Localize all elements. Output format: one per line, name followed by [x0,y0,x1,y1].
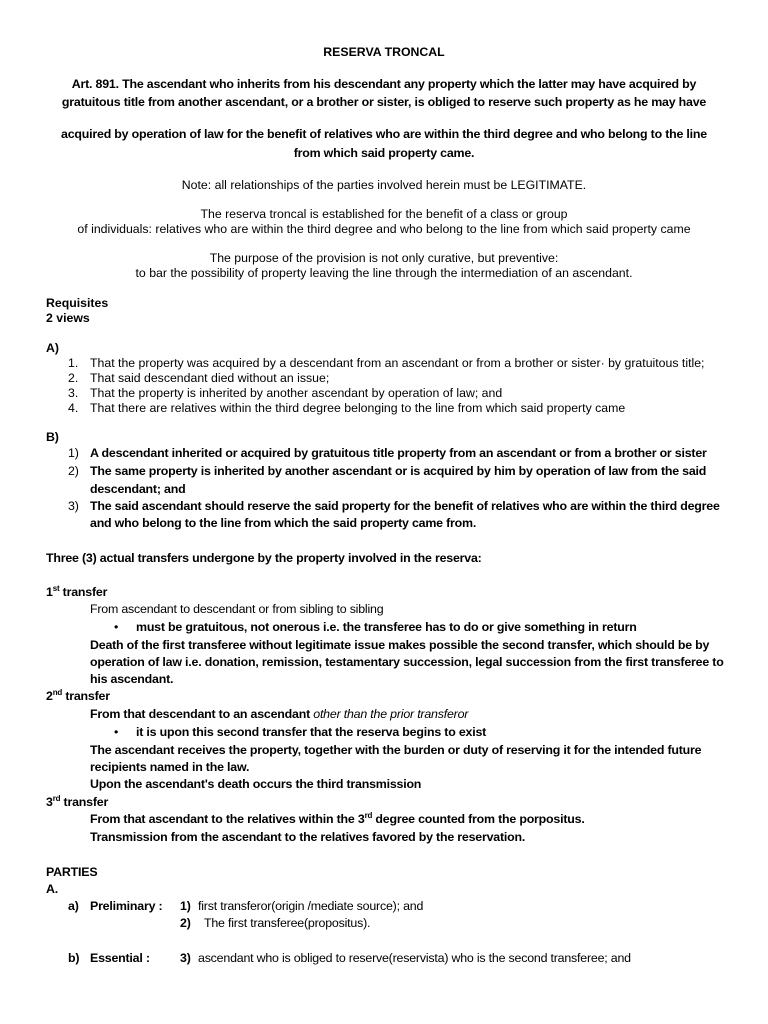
view-a-label: A) [46,341,59,355]
party-item: ascendant who is obliged to reserve(reservista) who is the second transferee; and [198,951,631,965]
list-number: 2. [68,371,79,385]
transfer-text: recipients named in the law. [90,760,250,774]
transfer-text: From that ascendant to the relatives within the 3rd degree counted from the porpositus. [90,810,585,826]
list-item-continuation: descendant; and [90,482,186,496]
requisites-views: 2 views [46,311,90,325]
article-line: Art. 891. The ascendant who inherits from his descendant any property which the latter may have acquired by [71,77,697,91]
transfer-1-heading: 1st transfer [46,583,108,599]
legitimacy-note: Note: all relationships of the parties involved herein must be LEGITIMATE. [181,178,587,192]
transfer-text: operation of law i.e. donation, remission, testamentary succession, legal succession from the first transferee to [90,655,724,669]
party-label: b) [68,951,80,965]
party-item: first transferor(origin /mediate source); and [198,899,424,913]
article-line: gratuitous title from another ascendant, or a brother or sister, is obliged to reserve such property as he may have [61,95,707,109]
list-number: 4. [68,401,79,415]
established-line: of individuals: relatives who are within the third degree and who belong to the line from which said property came [77,222,691,236]
list-number: 2) [68,464,79,478]
list-item: The said ascendant should reserve the said property for the benefit of relatives who are within the third degree [90,499,720,513]
transfer-text: Transmission from the ascendant to the relatives favored by the reservation. [90,830,526,844]
list-number: 3. [68,386,79,400]
purpose-line: to bar the possibility of property leaving the line through the intermediation of an ascendant. [135,266,633,280]
list-number: 3) [68,499,79,513]
purpose-line: The purpose of the provision is not only curative, but preventive: [209,251,559,265]
transfer-3-heading: 3rd transfer [46,793,109,809]
page-title: RESERVA TRONCAL [323,45,445,59]
transfers-heading: Three (3) actual transfers undergone by the property involved in the reserva: [46,551,482,565]
transfer-2-heading: 2nd transfer [46,687,110,703]
transfer-text: his ascendant. [90,672,174,686]
transfer-text: The ascendant receives the property, together with the burden or duty of reserving it for the intended future [90,743,702,757]
list-number: 1. [68,356,79,370]
party-item: The first transferee(propositus). [204,916,371,930]
bullet-text: it is upon this second transfer that the reserva begins to exist [136,725,487,739]
bullet-icon: • [114,620,119,634]
transfer-text: Death of the first transferee without legitimate issue makes possible the second transfer, which should be by [90,638,710,652]
list-item: A descendant inherited or acquired by gratuitous title property from an ascendant or from a brother or sister [90,446,707,460]
bullet-icon: • [114,725,119,739]
list-item: That there are relatives within the third degree belonging to the line from which said property came [90,401,626,415]
parties-heading: PARTIES [46,865,98,879]
list-item: That the property is inherited by another ascendant by operation of law; and [90,386,503,400]
party-name: Essential : [90,951,150,965]
party-item-number: 3) [180,951,191,965]
list-item: The same property is inherited by another ascendant or is acquired by him by operation of law from the said [90,464,707,478]
transfer-text: Upon the ascendant's death occurs the third transmission [90,777,422,791]
established-line: The reserva troncal is established for the benefit of a class or group [200,207,568,221]
party-label: a) [68,899,79,913]
party-item-number: 2) [180,916,191,930]
transfer-text: From that descendant to an ascendant other than the prior transferor [90,707,469,721]
list-item: That the property was acquired by a descendant from an ascendant or from a brother or sister· by gratuitous title; [90,356,705,370]
bullet-text: must be gratuitous, not onerous i.e. the transferee has to do or give something in return [136,620,637,634]
parties-subheading: A. [46,882,58,896]
requisites-heading: Requisites [46,296,109,310]
party-item-number: 1) [180,899,191,913]
party-name: Preliminary : [90,899,163,913]
transfer-text: From ascendant to descendant or from sibling to sibling [90,602,384,616]
list-item: That said descendant died without an issue; [90,371,330,385]
view-b-label: B) [46,430,59,444]
article-line: from which said property came. [293,146,475,160]
list-number: 1) [68,446,79,460]
article-line: acquired by operation of law for the benefit of relatives who are within the third degree and who belong to the line [61,127,707,141]
list-item-continuation: and who belong to the line from which the said property came from. [90,516,477,530]
